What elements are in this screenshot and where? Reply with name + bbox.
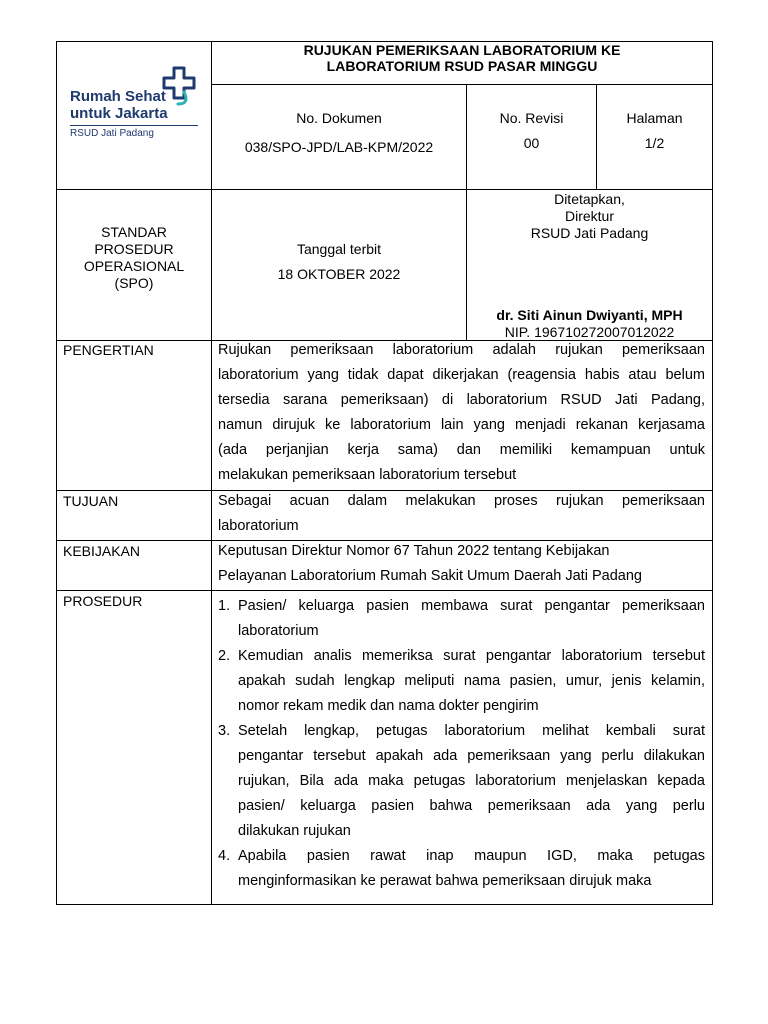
list-line: pengantar tersebut apakah ada pemeriksaan yang perlu dilakukan <box>238 748 705 764</box>
title-line-1: RUJUKAN PEMERIKSAAN LABORATORIUM KE <box>303 42 621 58</box>
list-line: menginformasikan ke perawat bahwa pemeriksaan dirujuk maka <box>238 873 652 889</box>
halaman-value: 1/2 <box>644 135 665 151</box>
halaman-label: Halaman <box>626 110 683 126</box>
tanggal-terbit-label: Tanggal terbit <box>296 241 382 257</box>
list-line: nomor rekam medik dan nama dokter pengirim <box>238 698 539 714</box>
tujuan-line: laboratorium <box>218 518 299 534</box>
cross-plus-icon <box>160 66 200 106</box>
signer-nip: NIP. 196710272007012022 <box>504 324 675 340</box>
list-line: Pasien/ keluarga pasien membawa surat pengantar pemeriksaan <box>238 598 705 614</box>
doc-number-value: 038/SPO-JPD/LAB-KPM/2022 <box>244 139 434 155</box>
pengertian-line: tersedia sarana pemeriksaan) di laboratorium RSUD Jati Padang, <box>218 392 705 408</box>
prosedur-list <box>218 594 705 894</box>
revisi-value: 00 <box>523 135 540 151</box>
border-title-bottom <box>211 84 713 85</box>
list-line: apakah sudah lengkap meliputi nama pasien, umur, jenis kelamin, <box>238 673 705 689</box>
border-left <box>56 41 57 905</box>
list-line: Kemudian analis memeriksa surat pengantar laboratorium tersebut <box>238 648 705 664</box>
spo-line-3: OPERASIONAL <box>83 258 185 274</box>
prosedur-label: PROSEDUR <box>63 593 143 609</box>
list-line: laboratorium <box>238 623 319 639</box>
kebijakan-line: Keputusan Direktur Nomor 67 Tahun 2022 tentang Kebijakan <box>218 543 610 559</box>
kebijakan-label: KEBIJAKAN <box>63 543 141 559</box>
list-line: rujukan, Bila ada maka petugas laboratorium menjelaskan kepada <box>238 773 705 789</box>
pengertian-line: Rujukan pemeriksaan laboratorium adalah rujukan pemeriksaan <box>218 342 705 358</box>
spo-line-1: STANDAR <box>101 224 167 240</box>
pengertian-line: namun dirujuk ke laboratorium lain yang menjadi rekanan kerjasama <box>218 417 705 433</box>
pengertian-line: (ada perjanjian kerja sama) dan memiliki kemampuan untuk <box>218 442 705 458</box>
revisi-label: No. Revisi <box>499 110 564 126</box>
logo-line1: Rumah Sehat <box>70 88 166 105</box>
tujuan-text <box>218 489 705 539</box>
spo-line-4: (SPO) <box>114 275 154 291</box>
list-line: Apabila pasien rawat inap maupun IGD, maka petugas <box>238 848 705 864</box>
kebijakan-line: Pelayanan Laboratorium Rumah Sakit Umum Daerah Jati Padang <box>218 568 642 584</box>
pengertian-text <box>218 338 705 488</box>
border-col-divider <box>211 41 212 905</box>
rs-label: RSUD Jati Padang <box>530 225 649 241</box>
tanggal-terbit-value: 18 OKTOBER 2022 <box>277 266 401 282</box>
hospital-logo <box>68 64 203 144</box>
logo-line2: untuk Jakarta <box>70 105 168 122</box>
list-item <box>218 844 705 894</box>
tujuan-line: Sebagai acuan dalam melakukan proses rujukan pemeriksaan <box>218 493 705 509</box>
signer-name: dr. Siti Ainun Dwiyanti, MPH <box>496 307 683 323</box>
list-line: dilakukan rujukan <box>238 823 351 839</box>
tujuan-label: TUJUAN <box>63 493 119 509</box>
list-item <box>218 594 705 644</box>
list-number: 2. <box>218 648 231 664</box>
logo-subtitle: RSUD Jati Padang <box>70 128 154 139</box>
title-line-2: LABORATORIUM RSUD PASAR MINGGU <box>326 58 598 74</box>
list-line: pasien/ keluarga pasien bahwa pemeriksaan ada yang perlu <box>238 798 705 814</box>
border-kebijakan-bottom <box>56 590 713 591</box>
border-bottom <box>56 904 713 905</box>
border-right <box>712 41 713 905</box>
spo-label <box>57 224 211 292</box>
pengertian-line: laboratorium yang tidak dapat dikerjakan (reagensia habis atau belum <box>218 367 705 383</box>
logo-divider <box>70 125 198 126</box>
spo-line-2: PROSEDUR <box>94 241 174 257</box>
border-header-bottom <box>56 189 713 190</box>
document-title <box>212 42 712 74</box>
ditetapkan-label: Ditetapkan, <box>554 191 625 207</box>
list-number: 4. <box>218 848 231 864</box>
doc-number-label: No. Dokumen <box>296 110 382 126</box>
list-number: 1. <box>218 598 231 614</box>
direktur-label: Direktur <box>564 208 614 224</box>
list-line: Setelah lengkap, petugas laboratorium melihat kembali surat <box>238 723 705 739</box>
pengertian-label: PENGERTIAN <box>63 342 154 358</box>
ditetapkan-block <box>467 191 712 242</box>
list-item <box>218 644 705 719</box>
list-item <box>218 719 705 844</box>
kebijakan-text <box>218 539 705 589</box>
pengertian-line: melakukan pemeriksaan laboratorium tersebut <box>218 467 517 483</box>
list-number: 3. <box>218 723 231 739</box>
